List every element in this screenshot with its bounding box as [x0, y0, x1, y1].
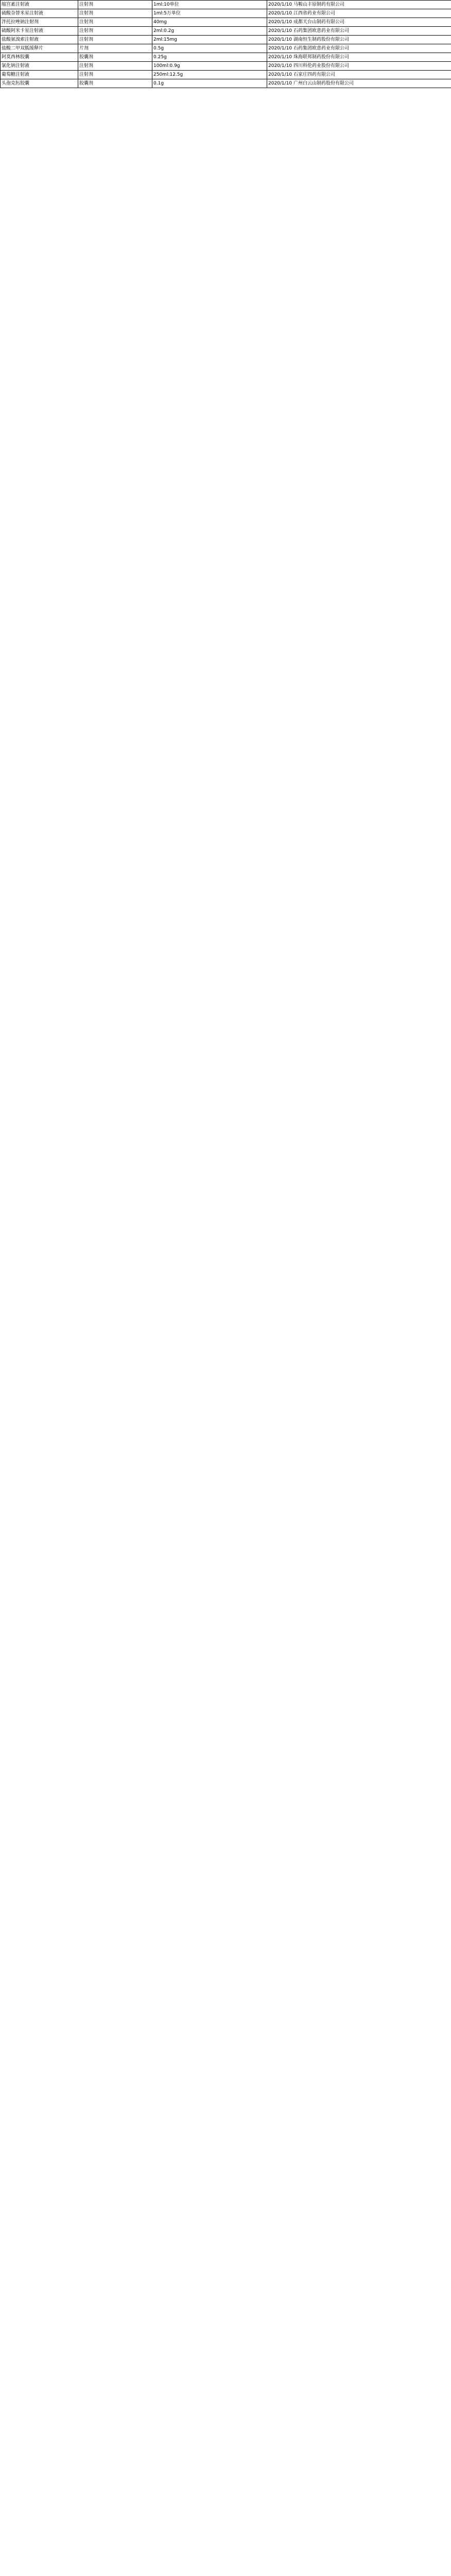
- table-row: [1, 27, 451, 36]
- dosage-form-cell: 胶囊剂: [78, 53, 152, 62]
- dosage-form-cell: 注射剂: [78, 27, 152, 36]
- dosage-form-cell: 注射剂: [78, 71, 152, 79]
- table-row: [1, 44, 451, 53]
- date-manufacturer-cell: 2020/1/10 马鞍山丰原制药有限公司: [267, 1, 451, 9]
- specification-cell: 0.25g: [152, 53, 267, 62]
- date-manufacturer-cell: 2020/1/10 石药集团欧意药业有限公司: [267, 44, 451, 53]
- table-row: [1, 62, 451, 71]
- dosage-form-cell: 注射剂: [78, 1, 152, 9]
- drug-name-cell: 盐酸二甲双胍缓释片: [1, 44, 78, 53]
- date-manufacturer-cell: 2020/1/10 四川科伦药业股份有限公司: [267, 62, 451, 71]
- dosage-form-cell: 片剂: [78, 44, 152, 53]
- drug-name-cell: 阿莫西林胶囊: [1, 53, 78, 62]
- specification-cell: 250ml:12.5g: [152, 71, 267, 79]
- dosage-form-cell: 注射剂: [78, 36, 152, 44]
- specification-cell: 40mg: [152, 18, 267, 27]
- date-manufacturer-cell: 2020/1/10 湖南恒生制药股份有限公司: [267, 36, 451, 44]
- table-row: [1, 71, 451, 79]
- date-manufacturer-cell: 2020/1/10 江西省药业有限公司: [267, 9, 451, 18]
- specification-cell: 0.1g: [152, 79, 267, 88]
- drug-name-cell: 硫酸奈替米星注射液: [1, 9, 78, 18]
- specification-cell: 2ml:0.2g: [152, 27, 267, 36]
- dosage-form-cell: 胶囊剂: [78, 79, 152, 88]
- specification-cell: 0.5g: [152, 44, 267, 53]
- table-row: [1, 53, 451, 62]
- specification-cell: 100ml:0.9g: [152, 62, 267, 71]
- date-manufacturer-cell: 2020/1/10 石药集团欧意药业有限公司: [267, 27, 451, 36]
- table-row: [1, 9, 451, 18]
- specification-cell: 1ml:5万单位: [152, 9, 267, 18]
- dosage-form-cell: 注射剂: [78, 9, 152, 18]
- drug-name-cell: 头孢克肟胶囊: [1, 79, 78, 88]
- table-body: [1, 1, 451, 88]
- date-manufacturer-cell: 2020/1/10 成都天台山制药有限公司: [267, 18, 451, 27]
- table-row: [1, 79, 451, 88]
- table-row: [1, 18, 451, 27]
- data-table: [0, 0, 451, 88]
- specification-cell: 1ml:10单位: [152, 1, 267, 9]
- drug-name-cell: 氯化钠注射液: [1, 62, 78, 71]
- date-manufacturer-cell: 2020/1/10 珠海联邦制药股份有限公司: [267, 53, 451, 62]
- drug-name-cell: 盐酸氨溴索注射液: [1, 36, 78, 44]
- drug-name-cell: 葡萄糖注射液: [1, 71, 78, 79]
- dosage-form-cell: 注射剂: [78, 62, 152, 71]
- table-row: [1, 36, 451, 44]
- specification-cell: 2ml:15mg: [152, 36, 267, 44]
- drug-name-cell: 缩宫素注射液: [1, 1, 78, 9]
- date-manufacturer-cell: 2020/1/10 广州白云山制药股份有限公司: [267, 79, 451, 88]
- drug-name-cell: 硫酸阿米卡星注射液: [1, 27, 78, 36]
- drug-name-cell: 泮托拉唑钠注射剂: [1, 18, 78, 27]
- date-manufacturer-cell: 2020/1/10 石家庄四药有限公司: [267, 71, 451, 79]
- table-row: [1, 1, 451, 9]
- dosage-form-cell: 注射剂: [78, 18, 152, 27]
